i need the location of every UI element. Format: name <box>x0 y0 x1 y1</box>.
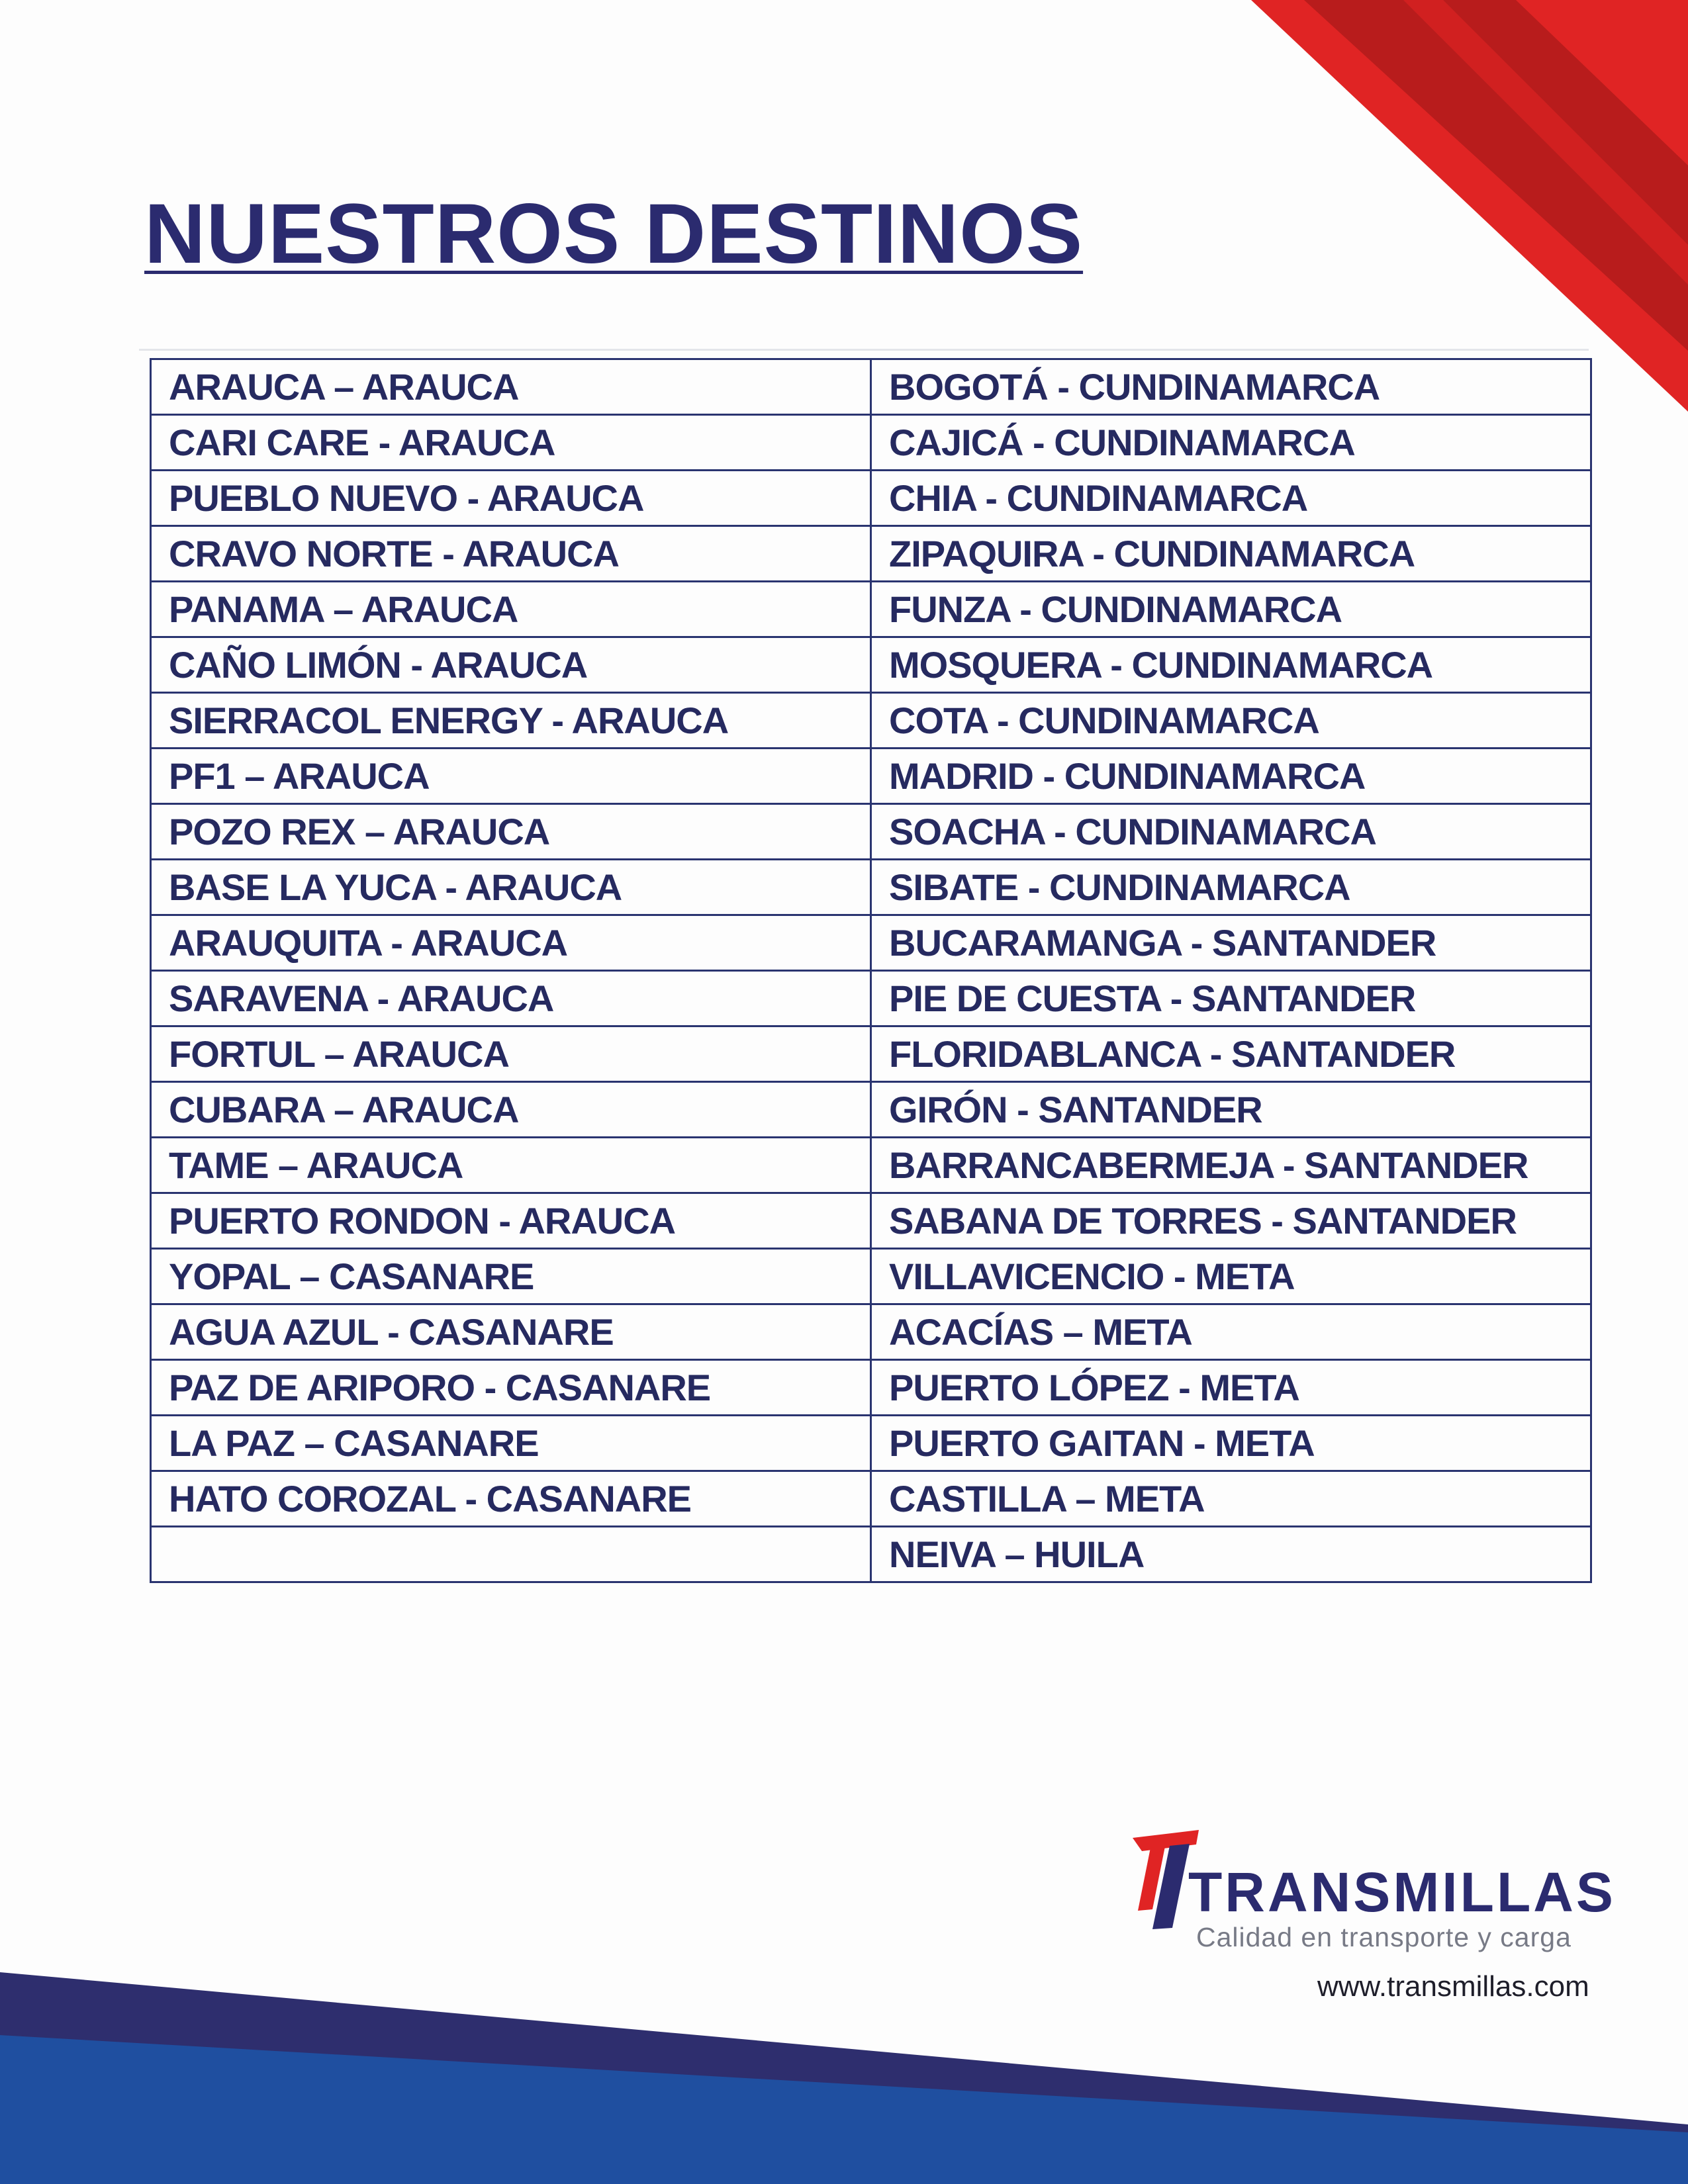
destination-cell: CUBARA – ARAUCA <box>151 1082 871 1138</box>
table-row <box>151 415 1591 471</box>
brand-logo <box>1129 1830 1616 1962</box>
table-row <box>151 1082 1591 1138</box>
destination-cell: MADRID - CUNDINAMARCA <box>871 749 1591 804</box>
destination-cell: SOACHA - CUNDINAMARCA <box>871 804 1591 860</box>
destination-cell: YOPAL – CASANARE <box>151 1249 871 1304</box>
destination-cell: ARAUQUITA - ARAUCA <box>151 915 871 971</box>
destination-cell: BASE LA YUCA - ARAUCA <box>151 860 871 915</box>
destination-cell: SIERRACOL ENERGY - ARAUCA <box>151 693 871 749</box>
destination-cell: TAME – ARAUCA <box>151 1138 871 1193</box>
table-row <box>151 1138 1591 1193</box>
destination-cell: BARRANCABERMEJA - SANTANDER <box>871 1138 1591 1193</box>
destination-cell: CAJICÁ - CUNDINAMARCA <box>871 415 1591 471</box>
table-row <box>151 693 1591 749</box>
destination-cell: CRAVO NORTE - ARAUCA <box>151 526 871 582</box>
destination-cell: BOGOTÁ - CUNDINAMARCA <box>871 359 1591 415</box>
title-divider <box>139 349 1589 351</box>
table-row <box>151 860 1591 915</box>
website-link[interactable]: www.transmillas.com <box>1317 1970 1589 2003</box>
table-row <box>151 582 1591 637</box>
destination-cell: ARAUCA – ARAUCA <box>151 359 871 415</box>
destination-cell: SABANA DE TORRES - SANTANDER <box>871 1193 1591 1249</box>
table-row <box>151 915 1591 971</box>
table-row <box>151 971 1591 1026</box>
destination-cell: MOSQUERA - CUNDINAMARCA <box>871 637 1591 693</box>
destination-cell: PF1 – ARAUCA <box>151 749 871 804</box>
destination-cell: AGUA AZUL - CASANARE <box>151 1304 871 1360</box>
table-row <box>151 1360 1591 1416</box>
table-row <box>151 359 1591 415</box>
page-title: NUESTROS DESTINOS <box>144 187 1084 281</box>
destination-cell: CAÑO LIMÓN - ARAUCA <box>151 637 871 693</box>
destinations-table <box>150 358 1592 1583</box>
table-row <box>151 471 1591 526</box>
table-row <box>151 526 1591 582</box>
destination-cell: SARAVENA - ARAUCA <box>151 971 871 1026</box>
destination-cell: ACACÍAS – META <box>871 1304 1591 1360</box>
destination-cell: VILLAVICENCIO - META <box>871 1249 1591 1304</box>
brand-tagline: Calidad en transporte y carga <box>1196 1922 1571 1952</box>
destination-cell: PAZ DE ARIPORO - CASANARE <box>151 1360 871 1416</box>
destination-cell-empty <box>151 1527 871 1582</box>
destination-cell: COTA - CUNDINAMARCA <box>871 693 1591 749</box>
table-row <box>151 1026 1591 1082</box>
destination-cell: BUCARAMANGA - SANTANDER <box>871 915 1591 971</box>
destination-cell: FORTUL – ARAUCA <box>151 1026 871 1082</box>
destination-cell: ZIPAQUIRA - CUNDINAMARCA <box>871 526 1591 582</box>
table-row <box>151 804 1591 860</box>
table-row <box>151 1527 1591 1582</box>
destination-cell: CHIA - CUNDINAMARCA <box>871 471 1591 526</box>
table-row <box>151 1416 1591 1471</box>
brand-name: TRANSMILLAS <box>1188 1861 1616 1923</box>
table-row <box>151 1304 1591 1360</box>
destination-cell: HATO COROZAL - CASANARE <box>151 1471 871 1527</box>
table-row <box>151 637 1591 693</box>
destination-cell: CASTILLA – META <box>871 1471 1591 1527</box>
table-row <box>151 1193 1591 1249</box>
destination-cell: PUERTO GAITAN - META <box>871 1416 1591 1471</box>
destination-cell: SIBATE - CUNDINAMARCA <box>871 860 1591 915</box>
table-row <box>151 1471 1591 1527</box>
destination-cell: GIRÓN - SANTANDER <box>871 1082 1591 1138</box>
destination-cell: NEIVA – HUILA <box>871 1527 1591 1582</box>
destination-cell: PUEBLO NUEVO - ARAUCA <box>151 471 871 526</box>
destination-cell: PUERTO LÓPEZ - META <box>871 1360 1591 1416</box>
destination-cell: CARI CARE - ARAUCA <box>151 415 871 471</box>
destination-cell: LA PAZ – CASANARE <box>151 1416 871 1471</box>
table-row <box>151 749 1591 804</box>
destination-cell: FUNZA - CUNDINAMARCA <box>871 582 1591 637</box>
table-row <box>151 1249 1591 1304</box>
destination-cell: PUERTO RONDON - ARAUCA <box>151 1193 871 1249</box>
destination-cell: FLORIDABLANCA - SANTANDER <box>871 1026 1591 1082</box>
destination-cell: PANAMA – ARAUCA <box>151 582 871 637</box>
destination-cell: PIE DE CUESTA - SANTANDER <box>871 971 1591 1026</box>
destination-cell: POZO REX – ARAUCA <box>151 804 871 860</box>
